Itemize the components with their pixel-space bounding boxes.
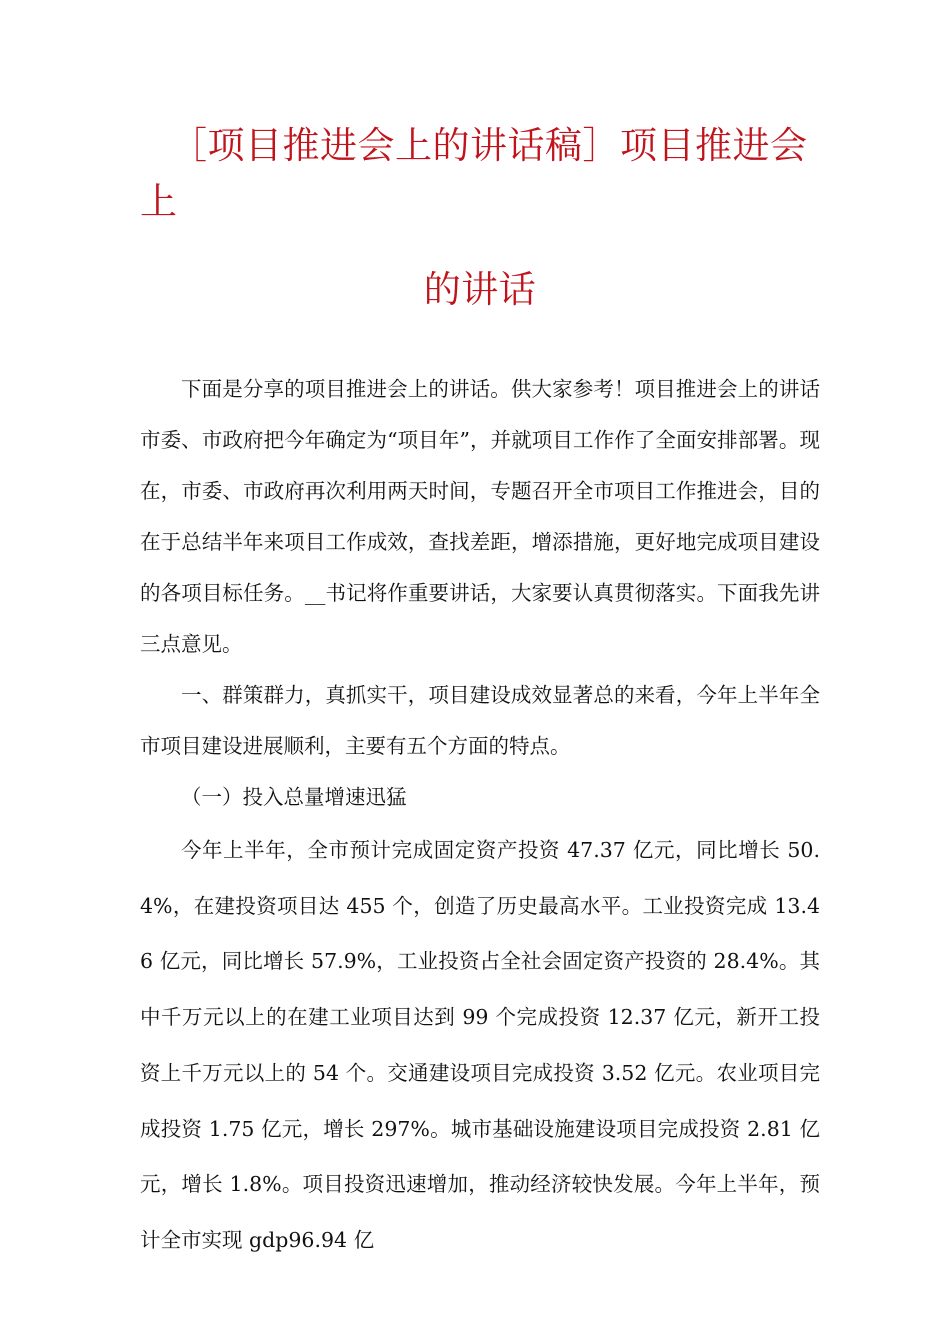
paragraph-section-one: 一、群策群力，真抓实干，项目建设成效显著总的来看，今年上半年全市项目建设进展顺利，主要有五个方面的特点。 [140, 683, 820, 758]
subheading-investment: （一）投入总量增速迅猛 [181, 785, 407, 809]
paragraph-intro: 下面是分享的项目推进会上的讲话。供大家参考！项目推进会上的讲话市委、市政府把今年确定为“项目年”，并就项目工作作了全面安排部署。现在，市委、市政府再次利用两天时间，专题召开全市项目工作推进会，目的在于总结半年来项目工作成效，查找差距，增添措施，更好地完成项目建设的各项目标任务。__书记将作重要讲话，大家要认真贯彻落实。下面我先讲三点意见。 [140, 377, 820, 656]
paragraph-investment-details: 今年上半年，全市预计完成固定资产投资 47.37 亿元，同比增长 50.4%，在建投资项目达 455 个，创造了历史最高水平。工业投资完成 13.46 亿元，同比增长 57.9%，工业投资占全社会固定资产投资的 28.4%。其中千万元以上的在建工业项目达到 99 个完成投资 12.37 亿元，新开工投资上千万元以上的 54 个。交通建设项目完成投资 3.52 亿元。农业项目完成投资 1.75 亿元，增长 297%。城市基础设施建设项目完成投资 2.81 亿元，增长 1.8%。项目投资迅速增加，推动经济较快发展。今年上半年，预计全市实现 gdp96.94 亿 [140, 838, 820, 1252]
document-title: ［项目推进会上的讲话稿］项目推进会上 [140, 124, 808, 223]
document-title-continuation: 的讲话 [423, 268, 537, 311]
